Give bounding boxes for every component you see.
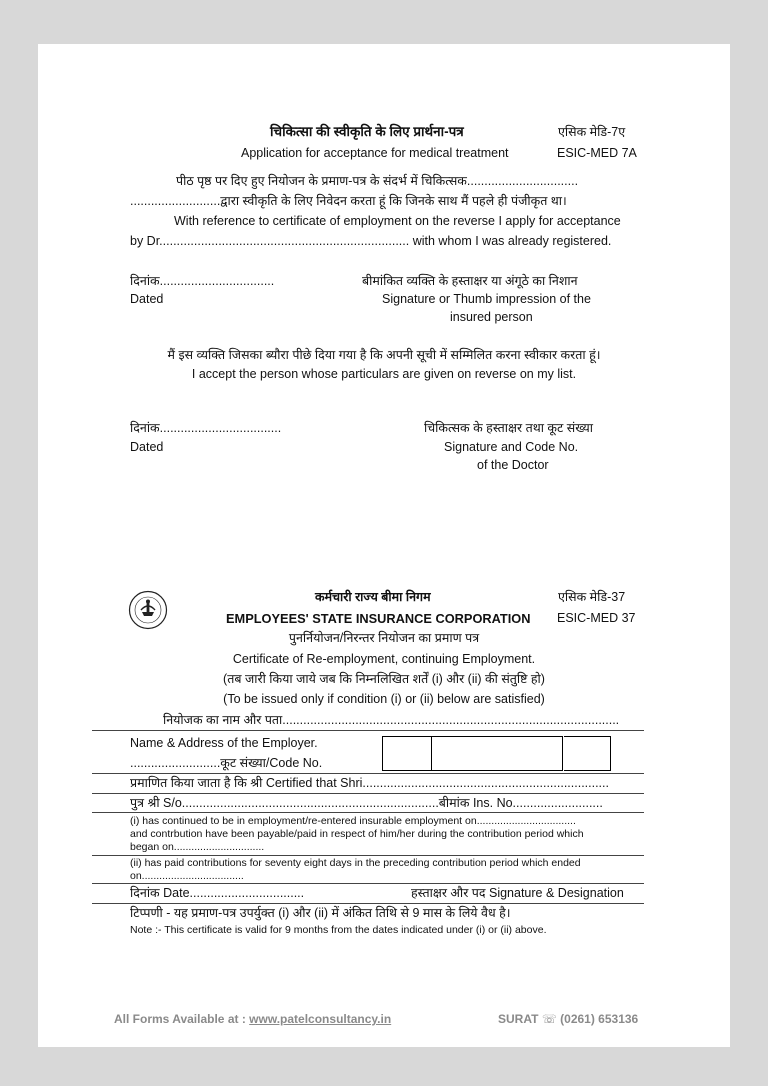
condition-2-line1: (ii) has paid contributions for seventy eight days in the preceding contribution period which ended [130, 857, 581, 869]
insured-signature-english-line1: Signature or Thumb impression of the [382, 292, 591, 306]
divider [92, 793, 644, 794]
certificate-title-english: Certificate of Re-employment, continuing Employment. [232, 652, 536, 666]
condition-heading-english: (To be issued only if condition (i) or (ii) below are satisfied) [223, 692, 545, 706]
insured-signature-hindi: बीमांकित व्यक्ति के हस्ताक्षर या अंगूठे का निशान [362, 274, 578, 288]
divider [92, 773, 644, 774]
condition-1-line2: and contrbution have been payable/paid in respect of him/her during the contribution period which [130, 828, 584, 840]
note-english: Note :- This certificate is valid for 9 months from the dates indicated under (i) or (ii) above. [130, 924, 547, 936]
doctor-signature-english-line2: of the Doctor [477, 458, 549, 472]
code-box-3[interactable] [564, 736, 611, 771]
phone-icon: ☏ [541, 1012, 557, 1026]
divider [92, 903, 644, 904]
footer-left [114, 1012, 391, 1027]
form7a-dated2: Dated [130, 440, 164, 454]
form7a-title-hindi: चिकित्सा की स्वीकृति के लिए प्रार्थना-पत्र [270, 124, 464, 139]
signature-designation: हस्ताक्षर और पद Signature & Designation [411, 886, 624, 900]
corporation-name-english: EMPLOYEES' STATE INSURANCE CORPORATION [226, 611, 531, 626]
form7a-para-hindi-line1: पीठ पृष्ठ पर दिए हुए नियोजन के प्रमाण-पत्र के संदर्भ में चिकित्सक................................ [176, 174, 579, 188]
corporation-name-hindi: कर्मचारी राज्य बीमा निगम [315, 590, 431, 604]
doctor-signature-english-line1: Signature and Code No. [444, 440, 579, 454]
form7a-para-english-line1: With reference to certificate of employment on the reverse I apply for acceptance [174, 214, 621, 228]
code-box-1[interactable] [382, 736, 432, 771]
footer-city: SURAT [498, 1012, 539, 1026]
form7a-para-hindi-line2: ..........................द्वारा स्वीकृति के लिए निवेदन करता हूं कि जिनके साथ मैं पहले ही पंजीकृत था। [130, 194, 567, 208]
divider [92, 855, 644, 856]
son-of-line: पुत्र श्री S/o..........................................................................बीमांक Ins. No.......................... [130, 796, 603, 810]
code-box-2[interactable] [432, 736, 563, 771]
insured-signature-english-line2: insured person [450, 310, 533, 324]
date-line: दिनांक Date................................. [130, 886, 305, 900]
condition-2-line2: on................................... [130, 870, 244, 882]
condition-1-line3: began on............................... [130, 841, 265, 853]
form7a-code-hindi: एसिक मेडि-7ए [558, 125, 626, 139]
form37-code-english: ESIC-MED 37 [557, 611, 636, 625]
employer-line-english: Name & Address of the Employer. [130, 736, 318, 750]
footer-phone: (0261) 653136 [560, 1012, 639, 1026]
form7a-date-hindi: दिनांक................................. [130, 274, 275, 288]
accept-statement-hindi: मैं इस व्यक्ति जिसका ब्यौरा पीछे दिया गया है कि अपनी सूची में सम्मिलित करना स्वीकार करता हूं। [167, 348, 601, 362]
form7a-code-english: ESIC-MED 7A [557, 146, 637, 160]
form7a-date2-hindi: दिनांक................................... [130, 421, 282, 435]
form7a-dated: Dated [130, 292, 164, 306]
divider [92, 883, 644, 884]
esic-logo [128, 590, 168, 630]
form37-code-hindi: एसिक मेडि-37 [558, 590, 626, 604]
divider [92, 812, 644, 813]
condition-1-line1: (i) has continued to be in employment/re-entered insurable employment on.................................. [130, 815, 576, 827]
footer-url-link[interactable]: www.patelconsultancy.in [249, 1012, 392, 1026]
doctor-signature-hindi: चिकित्सक के हस्ताक्षर तथा कूट संख्या [424, 421, 594, 435]
footer-right [498, 1012, 638, 1027]
form7a-title-english: Application for acceptance for medical treatment [241, 146, 509, 160]
employer-line-hindi: नियोजक का नाम और पता................................................................................................. [163, 713, 620, 727]
divider [92, 730, 644, 731]
form7a-para-english-line2: by Dr........................................................................ with whom I was already registered. [130, 234, 612, 248]
note-hindi: टिप्पणी - यह प्रमाण-पत्र उपर्युक्त (i) और (ii) में अंकित तिथि से 9 मास के लिये वैध है। [130, 906, 511, 920]
condition-heading-hindi: (तब जारी किया जाये जब कि निम्नलिखित शर्तें (i) और (ii) की संतुष्टि हो) [223, 672, 545, 686]
employer-code-line: ..........................कूट संख्या/Code No. [130, 756, 323, 770]
certified-line: प्रमाणित किया जाता है कि श्री Certified that Shri....................................................................... [130, 776, 609, 790]
certificate-title-hindi: पुनर्नियोजन/निरन्तर नियोजन का प्रमाण पत्र [288, 631, 480, 645]
accept-statement-english: I accept the person whose particulars are given on reverse on my list. [191, 367, 577, 381]
footer-prefix: All Forms Available at : [114, 1012, 246, 1026]
